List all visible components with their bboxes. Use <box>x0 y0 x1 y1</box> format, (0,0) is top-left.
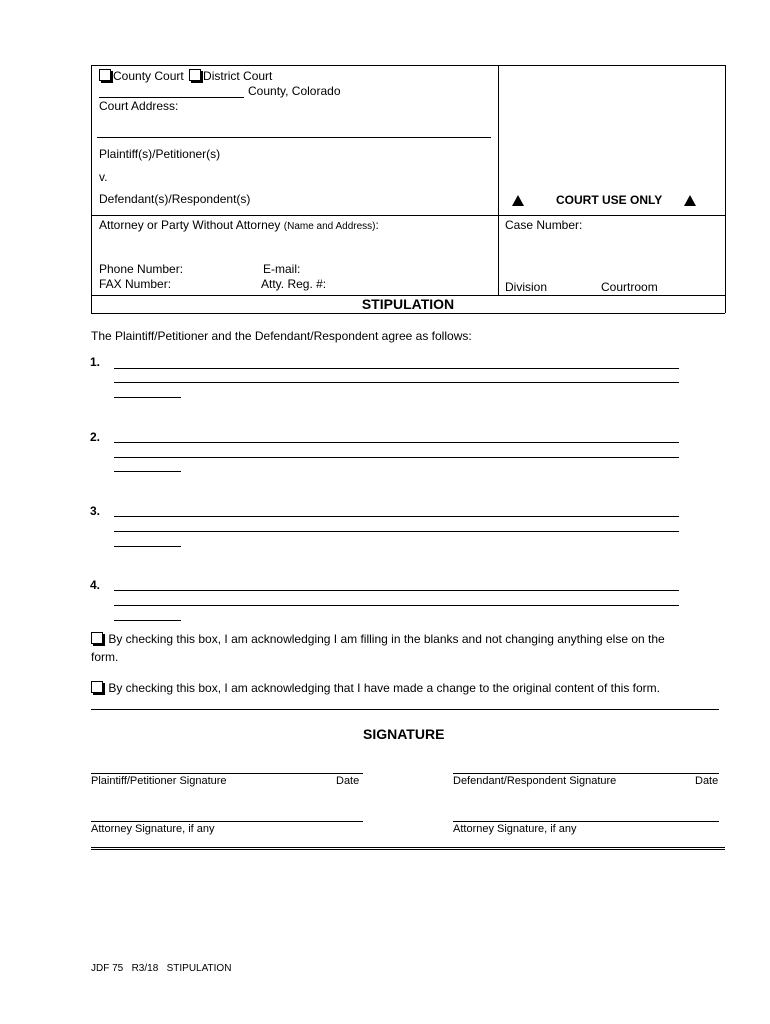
item-line[interactable] <box>114 590 679 591</box>
ack-unchanged-checkbox[interactable] <box>91 632 103 644</box>
court-address-label: Court Address: <box>99 99 179 113</box>
up-triangle-icon <box>512 195 524 206</box>
defendant-label: Defendant(s)/Respondent(s) <box>99 192 251 206</box>
caption-right-border <box>725 65 726 313</box>
defendant-date-label: Date <box>695 775 719 787</box>
ack-changed-row <box>91 681 660 695</box>
plaintiff-signature-label: Plaintiff/Petitioner Signature <box>91 775 227 787</box>
item-line[interactable] <box>114 471 181 472</box>
defendant-attorney-signature-line[interactable] <box>453 821 719 822</box>
caption-mid-border <box>91 215 725 216</box>
item-number: 4. <box>90 578 101 592</box>
defendant-signature-line[interactable] <box>453 773 719 774</box>
caption-top-border <box>91 65 725 66</box>
ack-changed-text: By checking this box, I am acknowledging that I have made a change to the original content of this form. <box>108 681 660 695</box>
caption-divider <box>498 65 499 295</box>
item-line[interactable] <box>114 620 181 621</box>
item-line[interactable] <box>114 397 181 398</box>
attorney-label: Attorney or Party Without Attorney <box>99 218 281 232</box>
attorney-label-row <box>99 218 379 233</box>
plaintiff-signature-line[interactable] <box>91 773 363 774</box>
item-number: 1. <box>90 355 101 369</box>
defendant-attorney-signature-label: Attorney Signature, if any <box>453 823 577 835</box>
defendant-signature-label: Defendant/Respondent Signature <box>453 775 617 787</box>
bottom-rule <box>91 847 725 848</box>
case-number-label: Case Number: <box>505 218 583 232</box>
county-court-label: County Court <box>113 69 184 83</box>
attorney-sub-label: (Name and Address) <box>283 221 376 232</box>
court-use-only-label: COURT USE ONLY <box>556 193 663 207</box>
courtroom-label: Courtroom <box>601 280 658 294</box>
county-court-checkbox[interactable] <box>99 69 111 81</box>
form-title: STIPULATION <box>361 296 455 312</box>
district-court-label: District Court <box>203 69 273 83</box>
court-type-row <box>99 69 272 83</box>
item-line[interactable] <box>114 442 679 443</box>
bottom-rule <box>91 849 725 850</box>
plaintiff-label: Plaintiff(s)/Petitioner(s) <box>99 147 221 161</box>
plaintiff-attorney-signature-line[interactable] <box>91 821 363 822</box>
email-label: E-mail: <box>263 262 301 276</box>
item-number: 3. <box>90 504 101 518</box>
form-id-footer: JDF 75 R3/18 STIPULATION <box>91 963 232 974</box>
item-line[interactable] <box>114 382 679 383</box>
ack-unchanged-text: By checking this box, I am acknowledging I am filling in the blanks and not changing anything else on the <box>108 632 665 646</box>
atty-reg-label: Atty. Reg. #: <box>261 277 327 291</box>
ack-unchanged-text-cont: form. <box>91 650 119 664</box>
caption-bottom-border <box>91 313 725 314</box>
signature-heading: SIGNATURE <box>363 726 445 742</box>
versus-label: v. <box>99 170 108 184</box>
caption-left-border <box>91 65 92 313</box>
intro-text: The Plaintiff/Petitioner and the Defendant/Respondent agree as follows: <box>91 329 472 343</box>
county-colorado-label: County, Colorado <box>248 84 341 98</box>
item-line[interactable] <box>114 457 679 458</box>
item-line[interactable] <box>114 546 181 547</box>
item-line[interactable] <box>114 516 679 517</box>
ack-unchanged-row <box>91 632 665 646</box>
attorney-colon: : <box>375 218 379 232</box>
plaintiff-date-label: Date <box>336 775 360 787</box>
item-number: 2. <box>90 430 101 444</box>
item-line[interactable] <box>114 368 679 369</box>
county-name-field[interactable] <box>99 97 244 98</box>
plaintiff-attorney-signature-label: Attorney Signature, if any <box>91 823 215 835</box>
item-line[interactable] <box>114 605 679 606</box>
fax-label: FAX Number: <box>99 277 172 291</box>
district-court-checkbox[interactable] <box>189 69 201 81</box>
court-address-field[interactable] <box>97 137 491 138</box>
section-divider <box>91 709 719 710</box>
ack-changed-checkbox[interactable] <box>91 681 103 693</box>
up-triangle-icon <box>684 195 696 206</box>
division-label: Division <box>505 280 548 294</box>
phone-label: Phone Number: <box>99 262 184 276</box>
item-line[interactable] <box>114 531 679 532</box>
